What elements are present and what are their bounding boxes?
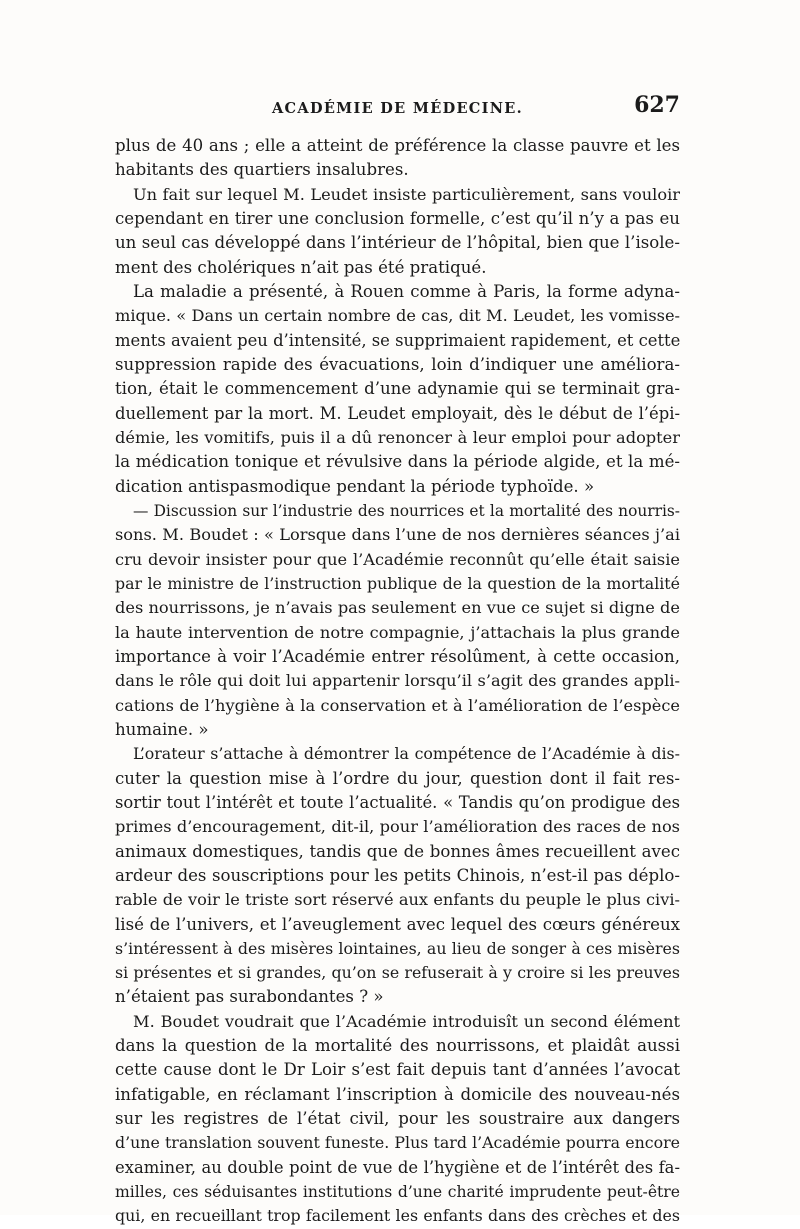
text-line: milles, ces séduisantes institutions d’une charité imprudente peut-être (115, 1183, 680, 1202)
body-text (115, 134, 680, 1229)
text-line: M. Boudet voudrait que l’Académie introduisît un second élément (133, 1011, 680, 1031)
text-line: si présentes et si grandes, qu’on se refuserait à y croire si les preuves (115, 963, 680, 983)
text-line: sur les registres de l’état civil, pour les soustraire aux dangers (115, 1109, 680, 1129)
text-line: examiner, au double point de vue de l’hygiène et de l’intérêt des fa- (115, 1157, 680, 1177)
text-line: cette cause dont le Dr Loir s’est fait depuis tant d’années l’avocat (115, 1060, 680, 1080)
text-line: d’une translation souvent funeste. Plus tard l’Académie pourra encore (115, 1133, 680, 1153)
text-line: suppression rapide des évacuations, loin d’indiquer une améliora- (115, 354, 680, 374)
text-line: par le ministre de l’instruction publique de la question de la mortalité (115, 573, 680, 593)
text-line: n’étaient pas surabondantes ? » (115, 987, 384, 1007)
text-line: sortir tout l’intérêt et toute l’actualité. « Tandis qu’on prodigue des (115, 792, 680, 812)
text-line: infatigable, en réclamant l’inscription à domicile des nouveau-nés (115, 1084, 680, 1104)
text-line: démie, les vomitifs, puis il a dû renoncer à leur emploi pour adopter (115, 427, 680, 447)
text-line: habitants des quartiers insalubres. (115, 160, 409, 180)
running-title: ACADÉMIE DE MÉDECINE. (272, 100, 523, 117)
text-line: ardeur des souscriptions pour les petits Chinois, n’est-il pas déplo- (115, 865, 680, 885)
text-line: qui, en recueillant trop facilement les enfants dans des crèches et des (115, 1206, 680, 1226)
text-line: lisé de l’univers, et l’aveuglement avec lequel des cœurs généreux (115, 914, 680, 934)
text-line: mique. « Dans un certain nombre de cas, dit M. Leudet, les vomisse- (115, 306, 680, 326)
text-line: La maladie a présenté, à Rouen comme à Paris, la forme adyna- (133, 281, 680, 301)
text-line: cru devoir insister pour que l’Académie reconnût qu’elle était saisie (115, 549, 680, 569)
text-line: rable de voir le triste sort réservé aux enfants du peuple le plus civi- (115, 890, 680, 910)
text-line: humaine. » (115, 719, 209, 739)
page-number: 627 (634, 92, 680, 118)
text-line: plus de 40 ans ; elle a atteint de préférence la classe pauvre et les (115, 136, 680, 155)
text-line: dication antispasmodique pendant la période typhoïde. » (115, 476, 595, 496)
text-line: sons. M. Boudet : « Lorsque dans l’une de nos dernières séances j’ai (115, 525, 680, 545)
text-line: cuter la question mise à l’ordre du jour, question dont il fait res- (115, 768, 680, 788)
text-line: ment des cholériques n’ait pas été pratiqué. (115, 257, 487, 277)
text-line: dans la question de la mortalité des nourrissons, et plaidât aussi (115, 1036, 680, 1056)
text-line: la haute intervention de notre compagnie, j’attachais la plus grande (115, 622, 680, 642)
text-line: ments avaient peu d’intensité, se supprimaient rapidement, et cette (115, 330, 681, 350)
page-header (115, 92, 680, 122)
text-line: la médication tonique et révulsive dans la période algide, et la mé- (115, 452, 680, 472)
text-line: un seul cas développé dans l’intérieur de l’hôpital, bien que l’isole- (115, 233, 680, 253)
text-line: dans le rôle qui doit lui appartenir lorsqu’il s’agit des grandes appli- (115, 671, 680, 691)
text-line: duellement par la mort. M. Leudet employait, dès le début de l’épi- (115, 403, 680, 423)
text-line: s’intéressent à des misères lointaines, au lieu de songer à ces misères (115, 938, 680, 958)
text-line: L’orateur s’attache à démontrer la compétence de l’Académie à dis- (133, 744, 680, 764)
text-line: cependant en tirer une conclusion formelle, c’est qu’il n’y a pas eu (115, 208, 680, 228)
text-line: primes d’encouragement, dit-il, pour l’amélioration des races de nos (115, 817, 680, 837)
text-line: importance à voir l’Académie entrer résolûment, à cette occasion, (115, 646, 680, 666)
text-line: Un fait sur lequel M. Leudet insiste particulièrement, sans vouloir (133, 184, 680, 204)
text-line: tion, était le commencement d’une adynamie qui se terminait gra- (115, 379, 680, 399)
text-line: animaux domestiques, tandis que de bonnes âmes recueillent avec (115, 841, 680, 861)
text-line: cations de l’hygiène à la conservation et à l’amélioration de l’espèce (115, 695, 680, 715)
text-line: — Discussion sur l’industrie des nourrices et la mortalité des nourris- (133, 501, 680, 520)
text-line: des nourrissons, je n’avais pas seulement en vue ce sujet si digne de (115, 598, 680, 618)
